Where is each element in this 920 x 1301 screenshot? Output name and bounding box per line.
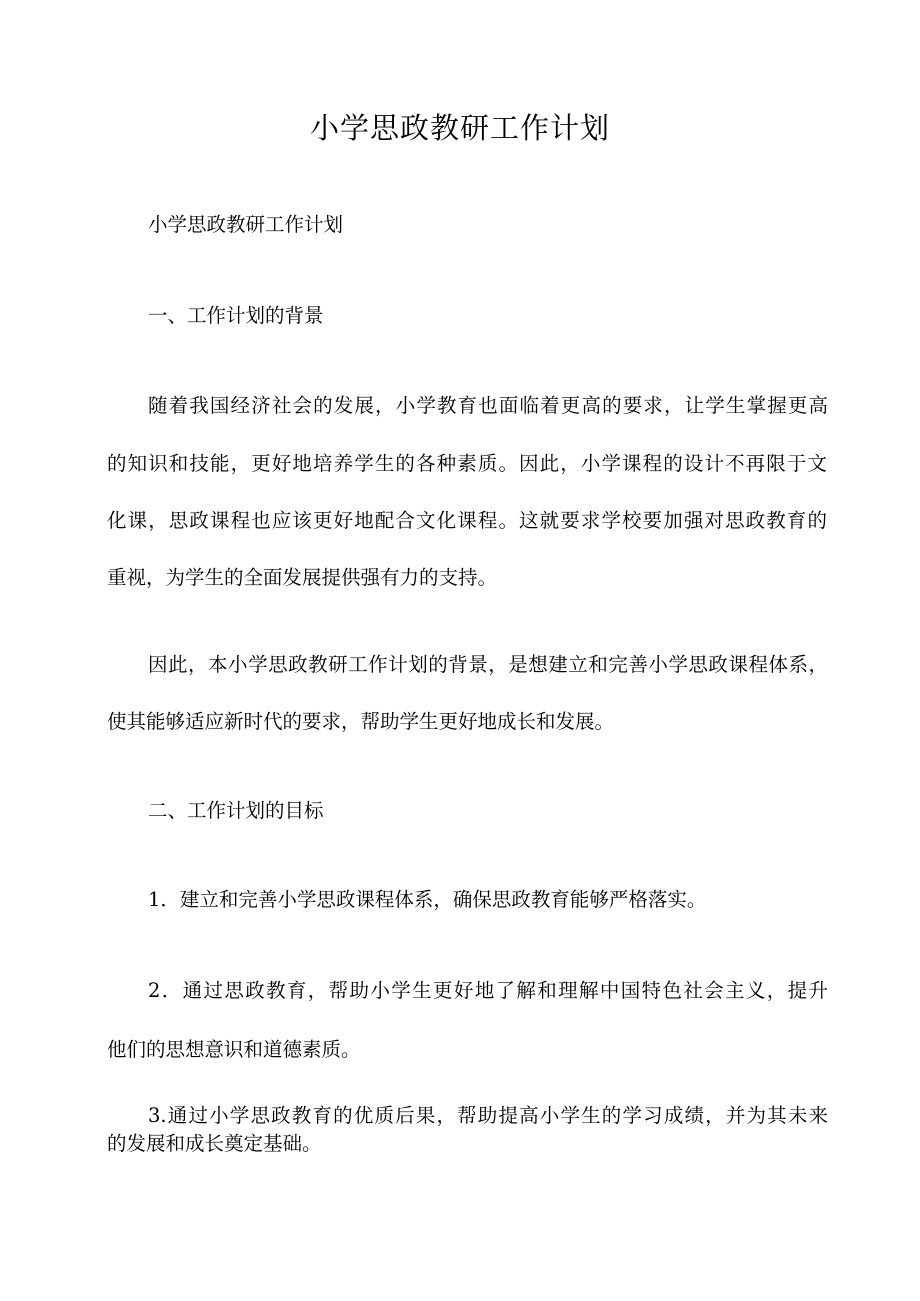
paragraph-line: 重视，为学生的全面发展提供强有力的支持。: [107, 566, 498, 589]
goal-item-3-line: 3.通过小学思政教育的优质后果，帮助提高小学生的学习成绩，并为其未来: [148, 1104, 828, 1127]
goal-item-3-line: 的发展和成长奠定基础。: [107, 1132, 322, 1155]
document-subtitle: 小学思政教研工作计划: [148, 213, 344, 236]
paragraph-line: 随着我国经济社会的发展，小学教育也面临着更高的要求，让学生掌握更高: [148, 394, 828, 417]
goal-item-2-line: 他们的思想意识和道德素质。: [107, 1038, 361, 1061]
paragraph-line: 的知识和技能，更好地培养学生的各种素质。因此，小学课程的设计不再限于文: [107, 452, 827, 475]
paragraph-line: 使其能够适应新时代的要求，帮助学生更好地成长和发展。: [107, 710, 615, 733]
document-title: 小学思政教研工作计划: [309, 111, 610, 145]
section-heading-goals: 二、工作计划的目标: [148, 799, 324, 822]
paragraph-line: 因此，本小学思政教研工作计划的背景，是想建立和完善小学思政课程体系，: [148, 653, 828, 676]
paragraph-line: 化课，思政课程也应该更好地配合文化课程。这就要求学校要加强对思政教育的: [107, 509, 827, 532]
goal-item-2-line: 2．通过思政教育，帮助小学生更好地了解和理解中国特色社会主义，提升: [148, 979, 828, 1002]
goal-item-1: 1．建立和完善小学思政课程体系，确保思政教育能够严格落实。: [148, 888, 707, 911]
section-heading-background: 一、工作计划的背景: [148, 304, 324, 327]
